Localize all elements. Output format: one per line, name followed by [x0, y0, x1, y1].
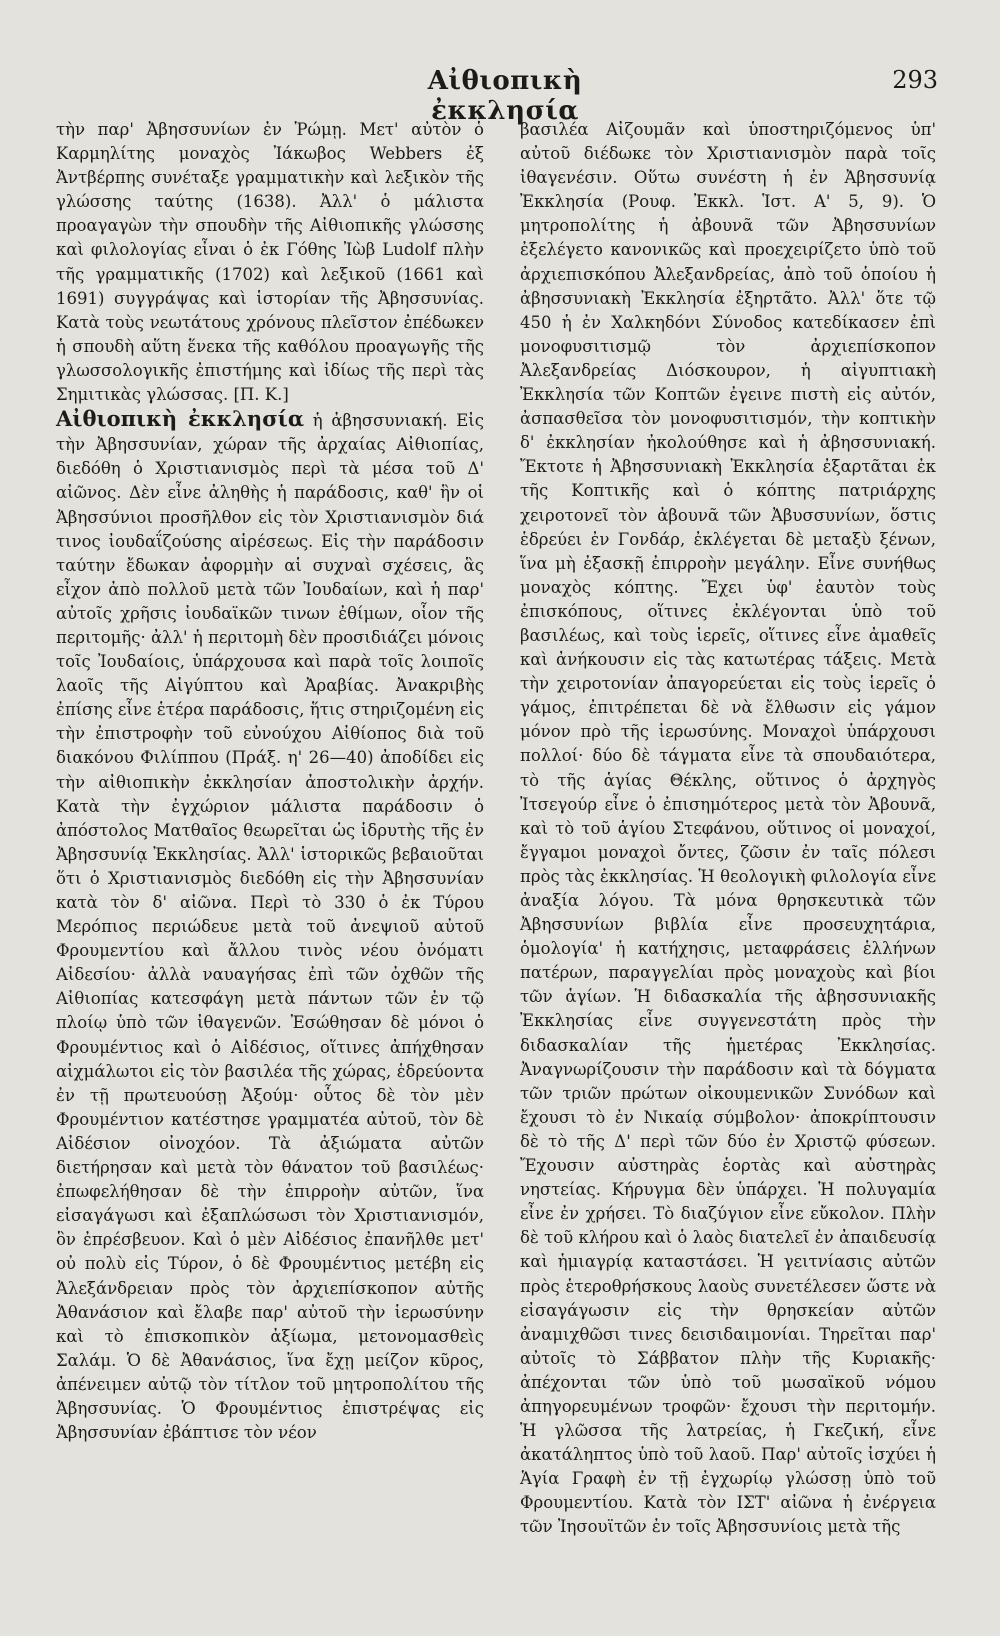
article-heading: Αἰθιοπικὴ ἐκκλησία: [56, 406, 304, 432]
page-number: 293: [892, 66, 938, 94]
article-body-text: ἡ ἀβησσυνιακή. Εἰς τὴν Ἀβησσυνίαν, χώραν τῆς ἀρχαίας Αἰθιοπίας, διεδόθη ὁ Χριστιανισμὸς περὶ τὰ μέσα τοῦ Δ' αἰῶνος. Δὲν εἶνε ἀληθὴς ἡ παράδοσις, καθ' ἣν οἱ Ἀβησσύνιοι προσῆλθον εἰς τὸν Χριστιανισμὸν διά τινος ἰουδαΐζούσης αἱρέσεως. Εἰς τὴν παράδοσιν ταύτην ἔδωκαν ἀφορμὴν αἱ συχναὶ σχέσεις, ἃς εἶχον ἀπὸ πολλοῦ μετὰ τῶν Ἰουδαίων, καὶ ἡ παρ' αὐτοῖς χρῆσις ἰουδαϊκῶν τινων ἐθίμων, οἷον τῆς περιτομῆς· ἀλλ' ἡ περιτομὴ δὲν προσιδιάζει μόνοις τοῖς Ἰουδαίοις, ὑπάρχουσα καὶ παρὰ τοῖς λοιποῖς λαοῖς τῆς Αἰγύπτου καὶ Ἀραβίας. Ἀνακριβὴς ἐπίσης εἶνε ἑτέρα παράδοσις, ἥτις στηριζομένη εἰς τὴν ἐπιστροφὴν τοῦ εὐνούχου Αἰθίοπος διὰ τοῦ διακόνου Φιλίππου (Πράξ. η' 26—40) ἀποδίδει εἰς τὴν αἰθιοπικὴν ἐκκλησίαν ἀποστολικὴν ἀρχήν. Κατὰ τὴν ἐγχώριον μάλιστα παράδοσιν ὁ ἀπόστολος Ματθαῖος θεωρεῖται ὡς ἱδρυτὴς τῆς ἐν Ἀβησσυνίᾳ Ἐκκλησίας. Ἀλλ' ἱστορικῶς βεβαιοῦται ὅτι ὁ Χριστιανισμὸς διεδόθη εἰς τὴν Ἀβησσυνίαν κατὰ τὸν δ' αἰῶνα. Περὶ τὸ 330 ὁ ἐκ Τύρου Μερόπιος περιώδευε μετὰ τοῦ ἀνεψιοῦ αὐτοῦ Φρουμεντίου καὶ ἄλλου τινὸς νέου ὀνόματι Αἰδεσίου· ἀλλὰ ναυαγήσας ἐπὶ τῶν ὀχθῶν τῆς Αἰθιοπίας κατεσφάγη μετὰ πάντων τῶν ἐν τῷ πλοίῳ ὑπὸ τῶν ἰθαγενῶν. Ἐσώθησαν δὲ μόνοι ὁ Φρουμέντιος καὶ ὁ Αἰδέσιος, οἵτινες ἀπήχθησαν αἰχμάλωτοι εἰς τὸν βασιλέα τῆς χώρας, ἑδρεύοντα ἐν τῇ πρωτευούσῃ Ἀξούμ· οὗτος δὲ τὸν μὲν Φρουμέντιον κατέστησε γραμματέα αὐτοῦ, τὸν δὲ Αἰδέσιον οἰνοχόον. Τὰ ἀξιώματα αὐτῶν διετήρησαν καὶ μετὰ τὸν θάνατον τοῦ βασιλέως· ἐπωφελήθησαν δὲ τὴν ἐπιρροὴν αὐτῶν, ἵνα εἰσαγάγωσι καὶ ἐξαπλώσωσι τὸν Χριστιανισμόν, ὃν ἐπρέσβευον. Καὶ ὁ μὲν Αἰδέσιος ἐπανῆλθε μετ' οὐ πολὺ εἰς Τύρον, ὁ δὲ Φρουμέντιος μετέβη εἰς Ἀλεξάνδρειαν πρὸς τὸν ἀρχιεπίσκοπον αὐτῆς Ἀθανάσιον καὶ ἔλαβε παρ' αὐτοῦ τὴν ἱερωσύνην καὶ τὸ ἐπισκοπικὸν ἀξίωμα, μετονομασθεὶς Σαλάμ. Ὁ δὲ Ἀθανάσιος, ἵνα ἔχῃ μείζον κῦρος, ἀπένειμεν αὐτῷ τὸν τίτλον τοῦ μητροπολίτου τῆς Ἀβησσυνίας. Ὁ Φρουμέντιος ἐπιστρέψας εἰς Ἀβησσυνίαν ἐβάπτισε τὸν νέον: [56, 411, 484, 1443]
running-title: Αἰθιοπικὴ ἐκκλησία: [427, 66, 583, 126]
left-column: [56, 118, 484, 1445]
right-column: [520, 118, 936, 1540]
article-paragraph: [56, 407, 484, 1445]
previous-article-text: τὴν παρ' Ἀβησσυνίων ἐν Ῥώμῃ. Μετ' αὐτὸν ὁ Καρμηλίτης μοναχὸς Ἰάκωβος Webbers ἐξ Ἀντβέρπης συνέταξε γραμματικὴν καὶ λεξικὸν τῆς γλώσσης ταύτης (1638). Ἀλλ' ὁ μάλιστα προαγαγὼν τὴν σπουδὴν τῆς Αἰθιοπικῆς γλώσσης καὶ φιλολογίας εἶναι ὁ ἐκ Γόθης Ἰὼβ Ludolf πλὴν τῆς γραμματικῆς (1702) καὶ λεξικοῦ (1661 καὶ 1691) συγγράψας καὶ ἱστορίαν τῆς Ἀβησσυνίας. Κατὰ τοὺς νεωτάτους χρόνους πλεῖστον ἐπέδωκεν ἡ σπουδὴ αὕτη ἕνεκα τῆς καθόλου προαγωγῆς τῆς γλωσσολογικῆς ἐπιστήμης καὶ ἰδίως τῆς περὶ τὰς Σημιτικὰς γλώσσας. [Π. Κ.]: [56, 120, 484, 405]
article-continuation-text: βασιλέα Αἰζουμᾶν καὶ ὑποστηριζόμενος ὑπ' αὐτοῦ διέδωκε τὸν Χριστιανισμὸν παρὰ τοῖς ἰθαγενέσιν. Οὕτω συνέστη ἡ ἐν Ἀβησσυνίᾳ Ἐκκλησία (Ρουφ. Ἐκκλ. Ἱστ. Α' 5, 9). Ὁ μητροπολίτης ἡ ἀβουνᾶ τῶν Ἀβησσυνίων ἐξελέγετο κανονικῶς καὶ προεχειρίζετο ὑπὸ τοῦ ἀρχιεπισκόπου Ἀλεξανδρείας, ἀπὸ τοῦ ὁποίου ἡ ἀβησσυνιακὴ Ἐκκλησία ἐξηρτᾶτο. Ἀλλ' ὅτε τῷ 450 ἡ ἐν Χαλκηδόνι Σύνοδος κατεδίκασεν ἐπὶ μονοφυσιτισμῷ τὸν ἀρχιεπίσκοπον Ἀλεξανδρείας Διόσκουρον, ἡ αἰγυπτιακὴ Ἐκκλησία τῶν Κοπτῶν ἐγεινε πιστὴ εἰς αὐτόν, ἀσπασθεῖσα τὸν μονοφυσιτισμόν, τὴν κοπτικὴν δ' ἐκκλησίαν ἠκολούθησε καὶ ἡ ἀβησσυνιακή. Ἔκτοτε ἡ Ἀβησσυνιακὴ Ἐκκλησία ἐξαρτᾶται ἐκ τῆς Κοπτικῆς καὶ ὁ κόπτης πατριάρχης χειροτονεῖ τὸν ἀβουνᾶ τῶν Ἀβυσσυνίων, ὅστις ἑδρεύει ἐν Γονδάρ, ἐκλέγεται δὲ μεταξὺ ξένων, ἵνα μὴ ἐξασκῇ ἐπιρροὴν μεγάλην. Εἶνε συνήθως μοναχὸς κόπτης. Ἔχει ὑφ' ἑαυτὸν τοὺς ἐπισκόπους, οἵτινες ἐκλέγονται ὑπὸ τοῦ βασιλέως, καὶ τοὺς ἱερεῖς, οἵτινες εἶνε ἀμαθεῖς καὶ ἀνήκουσιν εἰς τὰς κατωτέρας τάξεις. Μετὰ τὴν χειροτονίαν ἀπαγορεύεται εἰς τοὺς ἱερεῖς ὁ γάμος, ἐπιτρέπεται δὲ νὰ ἔλθωσιν εἰς γάμον μόνον πρὸ τῆς ἱερωσύνης. Μοναχοὶ ὑπάρχουσι πολλοί· δύο δὲ τάγματα εἶνε τὰ σπουδαιότερα, τὸ τῆς ἁγίας Θέκλης, οὕτινος ὁ ἀρχηγὸς Ἰτσεγούρ εἶνε ὁ ἐπισημότερος μετὰ τὸν Ἀβουνᾶ, καὶ τὸ τοῦ ἁγίου Στεφάνου, οὕτινος οἱ μοναχοί, ἔγγαμοι μοναχοὶ ὄντες, ζῶσιν ἐν ταῖς πόλεσι πρὸς τὰς ἐκκλησίας. Ἡ θεολογικὴ φιλολογία εἶνε ἀναξία λόγου. Τὰ μόνα θρησκευτικὰ τῶν Ἀβησσυνίων βιβλία εἶνε προσευχητάρια, ὁμολογία' ἡ κατήχησις, μεταφράσεις ἑλλήνων πατέρων, παραγγελίαι πρὸς μοναχοὺς καὶ βίοι τῶν ἁγίων. Ἡ διδασκαλία τῆς ἀβησσυνιακῆς Ἐκκλησίας εἶνε συγγενεστάτη πρὸς τὴν διδασκαλίαν τῆς ἡμετέρας Ἐκκλησίας. Ἀναγνωρίζουσιν τὴν παράδοσιν καὶ τὰ δόγματα τῶν τριῶν πρώτων οἰκουμενικῶν Συνόδων καὶ ἔχουσι τὸ ἐν Νικαίᾳ σύμβολον· ἀποκρίπτουσιν δὲ τὸ τῆς Δ' περὶ τῶν δύο ἐν Χριστῷ φύσεων. Ἔχουσιν αὐστηρὰς ἑορτὰς καὶ αὐστηρὰς νηστείας. Κήρυγμα δὲν ὑπάρχει. Ἡ πολυγαμία εἶνε ἐν χρήσει. Τὸ διαζύγιον εἶνε εὔκολον. Πλὴν δὲ τοῦ κλήρου καὶ ὁ λαὸς διατελεῖ ἐν ἀπαιδευσίᾳ καὶ ἡμιαγρίᾳ καταστάσει. Ἡ γειτνίασις αὐτῶν πρὸς ἑτεροθρήσκους λαοὺς συνετέλεσεν ὥστε νὰ εἰσαγάγωσιν εἰς τὴν θρησκείαν αὐτῶν ἀναμιχθῶσι τινες δεισιδαιμονίαι. Τηρεῖται παρ' αὐτοῖς τὸ Σάββατον πλὴν τῆς Κυριακῆς· ἀπέχονται τῶν ὑπὸ τοῦ μωσαϊκοῦ νόμου ἀπηγορευμένων τροφῶν· ἔχουσι τὴν περιτομήν. Ἡ γλῶσσα τῆς λατρείας, ἡ Γκεζική, εἶνε ἀκατάληπτος ὑπὸ τοῦ λαοῦ. Παρ' αὐτοῖς ἰσχύει ἡ Ἁγία Γραφὴ ἐν τῇ ἐγχωρίῳ γλώσσῃ ὑπὸ τοῦ Φρουμεντίου. Κατὰ τὸν ΙΣΤ' αἰῶνα ἡ ἐνέργεια τῶν Ἰησουϊτῶν ἐν τοῖς Ἀβησσυνίοις μετὰ τῆς: [520, 120, 936, 1537]
running-header: [0, 66, 1000, 126]
